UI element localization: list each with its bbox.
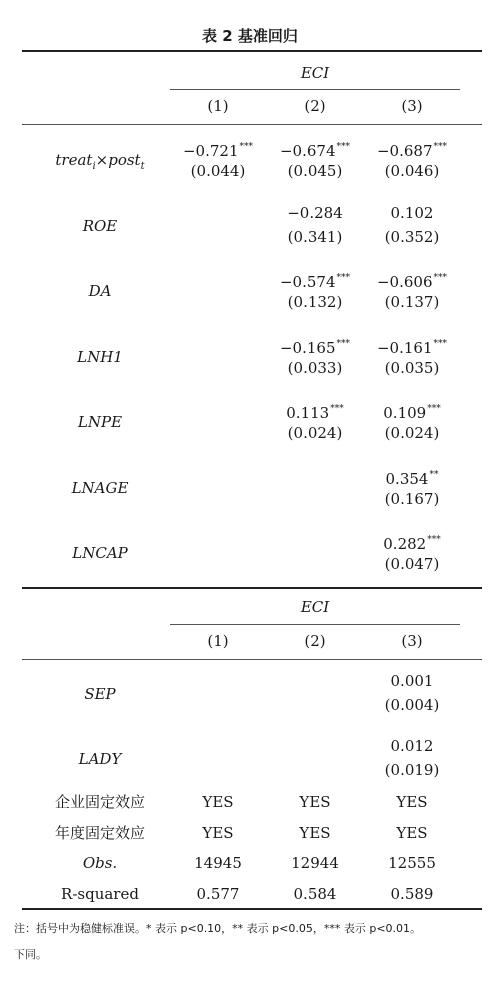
dep-var-header: ECI xyxy=(300,598,330,616)
panel1-coef: −0.687*** xyxy=(376,142,447,160)
panel2-se: (0.019) xyxy=(384,761,440,779)
panel1-se: (0.033) xyxy=(287,358,343,377)
header-rule-3 xyxy=(170,624,460,625)
stat-value: YES xyxy=(299,793,331,811)
stat-value: YES xyxy=(396,793,428,811)
header-rule-2 xyxy=(22,124,482,125)
panel1-coef: 0.354** xyxy=(385,469,439,488)
row-label: LNCAP xyxy=(72,544,128,562)
panel1-se: (0.045) xyxy=(287,162,343,180)
dep-var-header: ECI xyxy=(300,64,330,82)
panel2-coef: 0.012 xyxy=(390,737,434,755)
stat-value: 0.584 xyxy=(293,884,337,903)
panel1-coef: 0.102 xyxy=(390,203,434,222)
row-label: DA xyxy=(88,282,112,300)
stat-label: 年度固定效应 xyxy=(54,823,145,842)
mid-rule xyxy=(22,587,482,589)
stat-value: 0.577 xyxy=(196,884,240,903)
panel1-se: (0.044) xyxy=(190,162,246,180)
panel1-se: (0.024) xyxy=(384,424,440,442)
note-line-2: 下同。 xyxy=(14,948,47,961)
panel1-se: (0.352) xyxy=(384,227,440,246)
stat-label: R-squared xyxy=(61,884,139,903)
row-label: LADY xyxy=(78,750,122,768)
row-label: LNAGE xyxy=(71,478,129,497)
stat-value: 14945 xyxy=(194,854,242,872)
row-label: ROE xyxy=(82,216,118,235)
header-rule-4 xyxy=(22,659,482,660)
panel1-se: (0.137) xyxy=(384,293,440,311)
panel1-coef: 0.282*** xyxy=(383,535,441,553)
stat-label: 企业固定效应 xyxy=(54,793,145,811)
top-rule xyxy=(22,50,482,52)
panel1-se: (0.024) xyxy=(287,424,343,442)
stat-label: Obs. xyxy=(82,854,118,872)
panel1-se: (0.167) xyxy=(384,489,440,508)
panel2-se: (0.004) xyxy=(384,696,440,714)
bottom-rule xyxy=(22,908,482,910)
stat-value: YES xyxy=(396,823,428,842)
header-rule-1 xyxy=(170,89,460,90)
panel1-coef: −0.574*** xyxy=(279,273,350,291)
panel1-coef: −0.606*** xyxy=(376,273,447,291)
row-label: LNPE xyxy=(77,413,123,431)
stat-value: YES xyxy=(299,823,331,842)
panel1-coef: 0.109*** xyxy=(383,404,441,422)
row-label: SEP xyxy=(84,685,116,703)
panel1-coef: −0.161*** xyxy=(376,338,447,357)
column-header: (1) xyxy=(207,632,229,650)
panel2-coef: 0.001 xyxy=(390,672,434,690)
column-header: (2) xyxy=(304,632,326,650)
panel1-se: (0.046) xyxy=(384,162,440,180)
table-note xyxy=(14,916,488,968)
stat-value: YES xyxy=(202,823,234,842)
note-line-1: 注：括号中为稳健标准误。* 表示 p<0.10，** 表示 p<0.05，*** 表示 p<0.01。 xyxy=(14,922,422,935)
panel1-se: (0.341) xyxy=(287,227,343,246)
column-header: (3) xyxy=(401,97,423,115)
table-title: 表 2 基准回归 xyxy=(202,27,298,45)
panel1-coef: −0.284 xyxy=(287,203,343,222)
column-header: (2) xyxy=(304,97,326,115)
row-label: LNH1 xyxy=(77,347,123,366)
stat-value: 12555 xyxy=(388,854,436,872)
panel1-coef: −0.165*** xyxy=(279,338,350,357)
row-label: treat$_i$×post$_t$ xyxy=(55,151,145,172)
panel1-se: (0.132) xyxy=(287,293,343,311)
panel1-se: (0.047) xyxy=(384,555,440,573)
stat-value: 12944 xyxy=(291,854,339,872)
panel1-coef: −0.721*** xyxy=(182,142,253,160)
panel1-coef: −0.674*** xyxy=(279,142,350,160)
panel1-se: (0.035) xyxy=(384,358,440,377)
stat-value: YES xyxy=(202,793,234,811)
panel1-coef: 0.113*** xyxy=(286,404,344,422)
stat-value: 0.589 xyxy=(390,884,434,903)
column-header: (1) xyxy=(207,97,229,115)
column-header: (3) xyxy=(401,632,423,650)
